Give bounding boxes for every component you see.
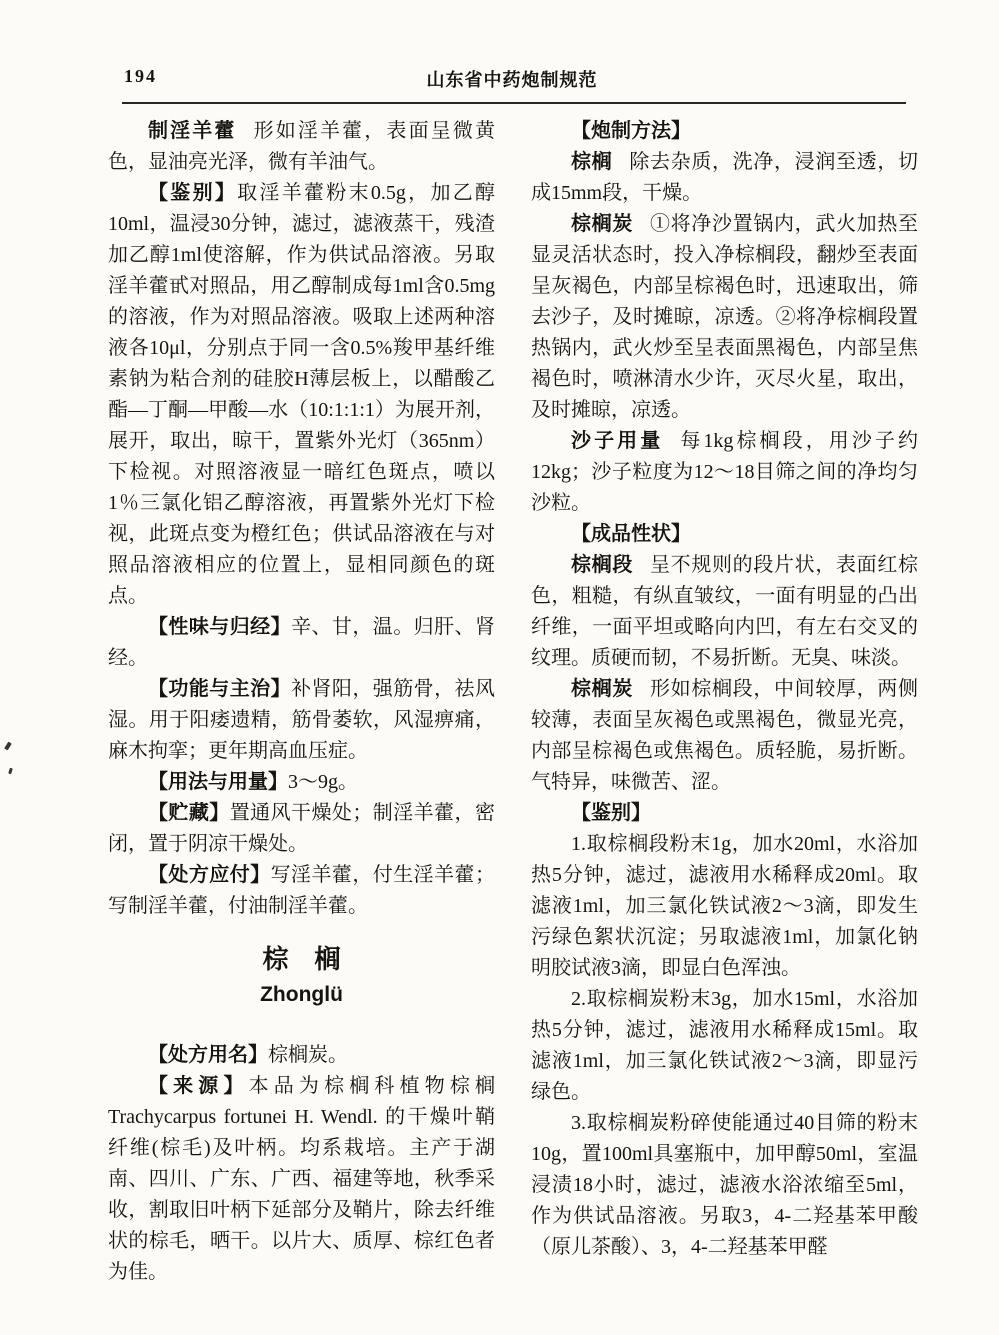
paragraph-lead: 【鉴别】 xyxy=(571,802,651,824)
paragraph-lead: 【处方用名】 xyxy=(148,1044,268,1066)
paragraph-lead: 棕榈炭 xyxy=(571,213,633,235)
paragraph-lead: 【炮制方法】 xyxy=(571,120,691,142)
paragraph: 棕榈段 呈不规则的段片状，表面红棕色，粗糙，有纵直皱纹，一面有明显的凸出纤维，一面平坦或略向内凹，有左右交叉的纹理。质硬而韧，不易折断。无臭、味淡。 xyxy=(531,554,918,669)
paragraph: 【功能与主治】补肾阳，强筋骨，祛风湿。用于阳痿遗精，筋骨萎软，风湿痹痛，麻木拘挛；更年期高血压症。 xyxy=(108,678,495,762)
paragraph: 2.取棕榈炭粉末3g，加水15ml，水浴加热5分钟，滤过，滤液用水稀释成15ml。取滤液1ml，加三氯化铁试液2～3滴，即显污绿色。 xyxy=(531,988,918,1103)
paragraph-lead: 【贮藏】 xyxy=(148,802,230,824)
section-pinyin: Zhonglü xyxy=(260,983,343,1006)
paragraph-lead: 【来源】 xyxy=(148,1075,249,1097)
paragraph-lead: 【鉴别】 xyxy=(148,182,238,204)
paragraph-lead: 棕榈段 xyxy=(571,554,633,576)
paragraph xyxy=(531,798,918,829)
paragraph: 3.取棕榈炭粉碎使能通过40目筛的粉末10g，置100ml具塞瓶中，加甲醇50ml，室温浸渍18小时，滤过，滤液水浴浓缩至5ml，作为供试品溶液。另取3，4-二羟基苯甲酸（原儿茶酸）、3，4-二羟基苯甲醛 xyxy=(531,1112,918,1258)
paragraph: 【处方用名】棕榈炭。 xyxy=(148,1044,348,1066)
left-column xyxy=(108,116,495,1288)
header-title: 山东省中药炮制规范 xyxy=(426,70,598,90)
paragraph: 棕榈炭 ①将净沙置锅内，武火加热至显灵活状态时，投入净棕榈段，翻炒至表面呈灰褐色，内部呈棕褐色时，迅速取出，筛去沙子，及时摊晾，凉透。②将净棕榈段置热锅内，武火炒至呈表面黑褐色，内部呈焦褐色时，喷淋清水少许，灭尽火星，取出，及时摊晾，凉透。 xyxy=(531,213,918,421)
section-title: 棕 榈 xyxy=(262,945,341,974)
paragraph-lead: 【成品性状】 xyxy=(571,523,691,545)
paragraph: 棕榈炭 形如棕榈段，中间较厚，两侧较薄，表面呈灰褐色或黑褐色，微显光亮，内部呈棕褐色或焦褐色。质轻脆，易折断。气特异，味微苦、涩。 xyxy=(531,678,918,793)
scan-speck xyxy=(8,768,13,775)
paragraph-lead: 沙子用量 xyxy=(571,430,664,452)
paragraph: 【用法与用量】3～9g。 xyxy=(148,771,358,793)
paragraph-lead: 【处方应付】 xyxy=(148,864,271,886)
paragraph: 制淫羊藿 形如淫羊藿，表面呈微黄色，显油亮光泽，微有羊油气。 xyxy=(108,120,496,173)
paragraph-lead: 【功能与主治】 xyxy=(148,678,292,700)
paragraph: 【来源】本品为棕榈科植物棕榈 Trachycarpus fortunei H. Wendl. 的干燥叶鞘纤维(棕毛)及叶柄。均系栽培。主产于湖南、四川、广东、广西、福建等地，秋季采收，割取旧叶柄下延部分及鞘片，除去纤维状的棕毛，晒干。以片大、质厚、棕红色者为佳。 xyxy=(108,1075,496,1283)
text-columns xyxy=(108,116,918,1288)
paragraph-lead: 【用法与用量】 xyxy=(148,771,288,793)
paragraph: 棕榈 除去杂质，洗净，浸润至透，切成15mm段，干燥。 xyxy=(531,151,919,204)
paragraph xyxy=(531,519,918,550)
scan-speck xyxy=(4,742,12,751)
header-rule xyxy=(122,102,906,104)
page-number: 194 xyxy=(124,66,157,86)
paragraph: 【贮藏】置通风干燥处；制淫羊藿，密闭，置于阴凉干燥处。 xyxy=(108,802,495,855)
paragraph-lead: 棕榈炭 xyxy=(571,678,633,700)
paragraph: 【性味与归经】辛、甘，温。归肝、肾经。 xyxy=(108,616,495,669)
paragraph-lead: 制淫羊藿 xyxy=(148,120,237,142)
paragraph-lead: 棕榈 xyxy=(571,151,613,173)
right-column xyxy=(531,116,918,1288)
paragraph xyxy=(531,116,918,147)
paragraph: 【处方应付】写淫羊藿，付生淫羊藿；写制淫羊藿，付油制淫羊藿。 xyxy=(108,864,495,917)
paragraph: 【鉴别】取淫羊藿粉末0.5g，加乙醇10ml，温浸30分钟，滤过，滤液蒸干，残渣加乙醇1ml使溶解，作为供试品溶液。另取淫羊藿甙对照品，用乙醇制成每1ml含0.5mg的溶液，作为对照品溶液。吸取上述两种溶液各10μl，分别点于同一含0.5%羧甲基纤维素钠为粘合剂的硅胶H薄层板上，以醋酸乙酯—丁酮—甲酸—水（10:1:1:1）为展开剂，展开，取出，晾干，置紫外光灯（365nm）下检视。对照溶液显一暗红色斑点，喷以1％三氯化铝乙醇溶液，再置紫外光灯下检视，此斑点变为橙红色；供试品溶液在与对照品溶液相应的位置上，显相同颜色的斑点。 xyxy=(108,182,496,607)
paragraph: 1.取棕榈段粉末1g，加水20ml，水浴加热5分钟，滤过，滤液用水稀释成20ml。取滤液1ml，加三氯化铁试液2～3滴，即发生污绿色絮状沉淀；另取滤液1ml，加氯化钠明胶试液3滴，即显白色浑浊。 xyxy=(531,833,918,979)
paragraph-lead: 【性味与归经】 xyxy=(148,616,292,638)
paragraph: 沙子用量 每1kg棕榈段，用沙子约12kg；沙子粒度为12～18目筛之间的净均匀沙粒。 xyxy=(531,430,919,514)
